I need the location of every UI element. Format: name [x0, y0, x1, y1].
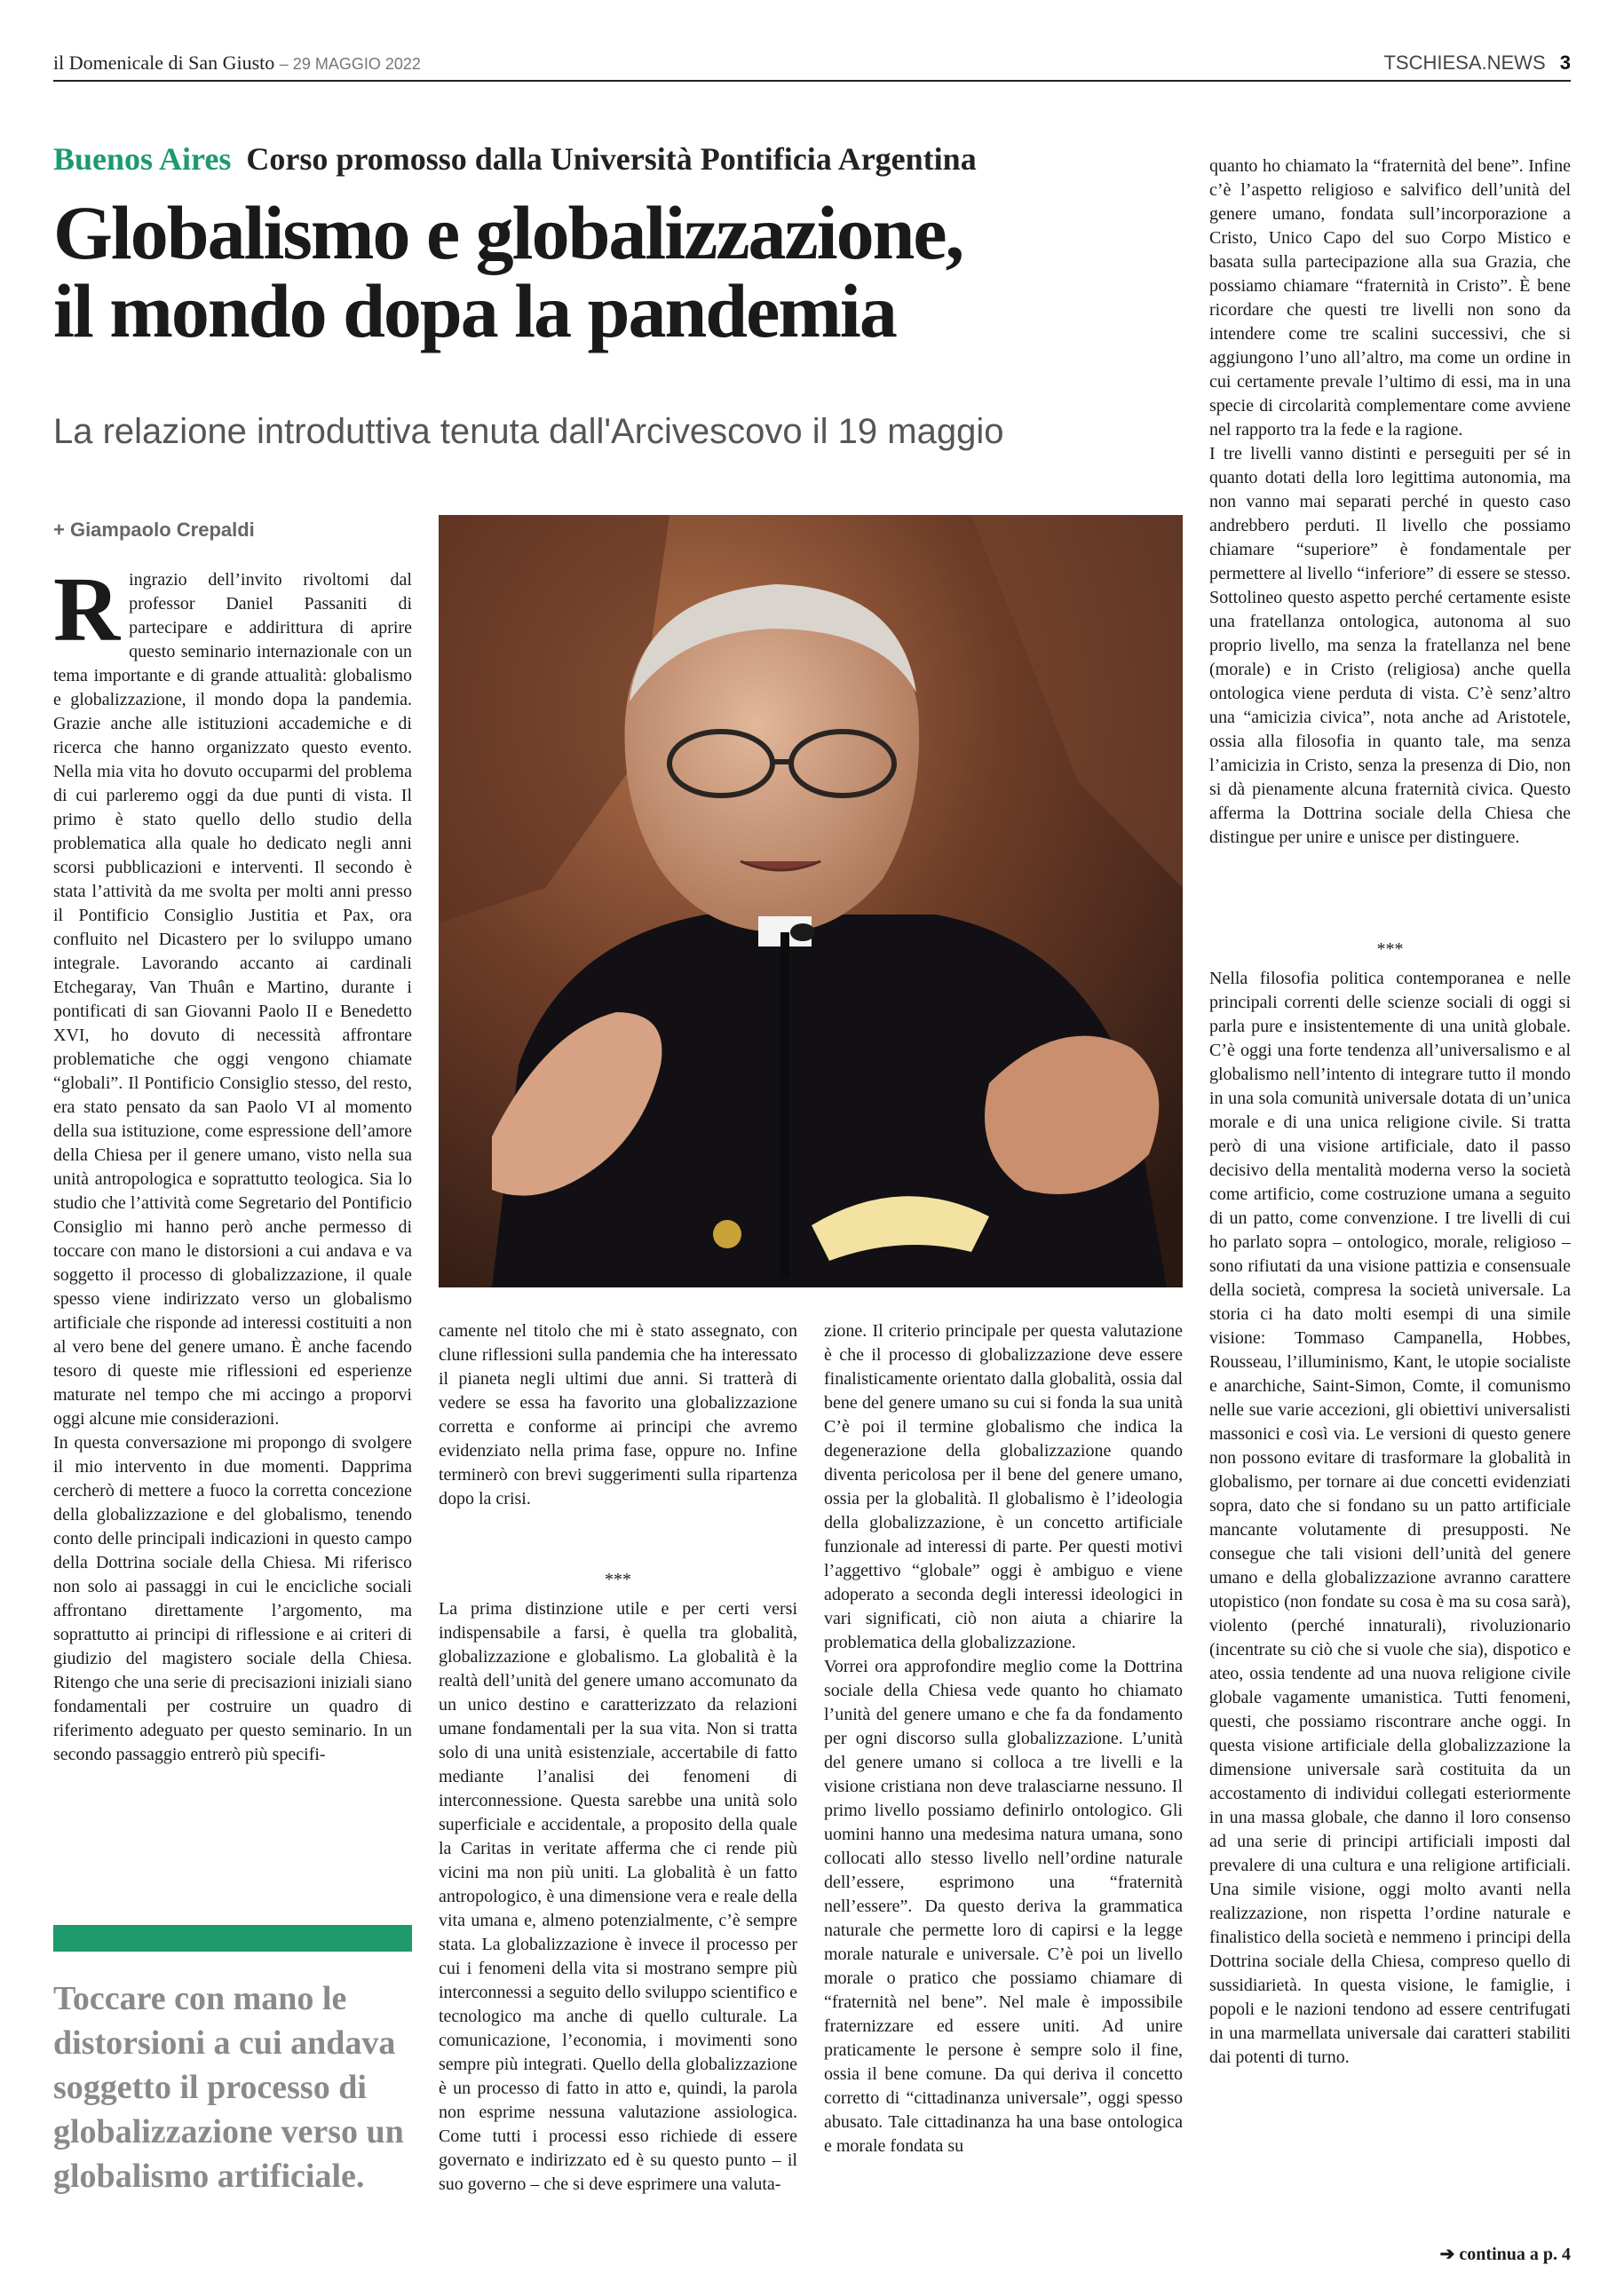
- column-4-bottom: [1209, 929, 1571, 2234]
- paragraph: camente nel titolo che mi è stato assegnato, con clune riflessioni sulla pandemia che ha interessato il pianeta negli ultimi due anni. Si tratterà di vedere se essa ha favorito una globalizzazione corretta e conforme ai principi che avremo evidenziato nella prima fase, oppure no. Infine terminerò con brevi suggerimenti sulla ripartenza dopo la crisi.: [439, 1321, 797, 1509]
- headline-line-1: Globalismo e globalizzazione,: [53, 190, 963, 275]
- kicker-text: Corso promosso dalla Università Pontificia Argentina: [246, 141, 977, 177]
- section-break: ***: [1376, 939, 1404, 959]
- paragraph: La prima distinzione utile e per certi versi indispensabile a farsi, è quella tra globalità, globalizzazione e globalismo. La globalità è la realtà dell’unità del genere umano accomunato da un unico destino e caratterizzato da relazioni umane fondamentali per la sua vita. Non si tratta solo di una unità esistenziale, accertabile di fatto mediante l’analisi dei fenomeni di interconnessione. Questa sarebbe una unità solo superficiale e accidentale, a proposito della quale la Caritas in veritate afferma che ci rende più vicini ma non più uniti. La globalità è un fatto antropologico, è una dimensione vera e reale della vita umana e, almeno potenzialmente, c’è sempre stata. La globalizzazione è invece il processo per cui i fenomeni della vita si mostrano sempre più interconnessi a seguito dello sviluppo scientifico e tecnologico ma anche di quello culturale. La comunicazione, l’economia, i movimenti sono sempre più integrati. Quello della globalizzazione è un processo di fatto in atto e, quindi, la parola non esprime nessuna valutazione assiologica. Come tutti i processi esso richiede di essere governato e indirizzato ed è su questo punto – il suo governo – che si deve esprimere una valuta-: [439, 1599, 797, 2194]
- masthead-right: [1383, 51, 1571, 75]
- paragraph-text: ingrazio dell’invito rivoltomi dal professor Daniel Passaniti di partecipare e addirittura di aprire questo seminario internazionale con un tema importante e di grande attualità: globalismo e globalizzazione, il mondo dopa la pandemia. Grazie anche alle istituzioni accademiche e di ricerca che hanno organizzato questo evento. Nella mia vita ho dovuto occuparmi del problema di cui parleremo oggi da due punti di vista. Il primo è stato quello dello studio della problematica alla quale ho dedicato negli anni scorsi pubblicazioni e interventi. Il secondo è stata l’attività da me svolta per molti anni presso il Pontificio Consiglio Justitia et Pax, ora confluito nel Dicastero per lo sviluppo umano integrale. Lavorando accanto ai cardinali Etchegaray, Van Thuân e Martino, durante i pontificati di san Giovanni Paolo II e Benedetto XVI, ho dovuto di necessità affrontare problematiche che oggi vengono chiamate “globali”. Il Pontificio Consiglio stesso, del resto, era stato pensato da san Paolo VI al momento della sua istituzione, come espressione dell’amore della Chiesa per il genere umano, visto nella sua unità antropologica e soprattutto teologica. Sia lo studio che l’attività come Segretario del Pontificio Consiglio mi hanno però anche permesso di toccare con mano le distorsioni a cui andava e va soggetto il processo di globalizzazione, il quale spesso viene indirizzato verso un globalismo artificiale che risponde ad interessi costituiti a non al vero bene del genere umano. È anche facendo tesoro di queste mie riflessioni ed esperienze maturate nel tempo che mi accingo a proporvi oggi alcune mie considerazioni.: [53, 570, 412, 1429]
- subheadline: La relazione introduttiva tenuta dall'Arcivescovo il 19 maggio: [53, 412, 1004, 451]
- byline: + Giampaolo Crepaldi: [53, 519, 255, 541]
- masthead: [53, 46, 1571, 82]
- column-2-top: [439, 1319, 797, 1532]
- pull-quote: Toccare con mano le distorsioni a cui andava soggetto il processo di globalizzazione verso un globalismo artificiale.: [53, 1980, 404, 2195]
- drop-cap: R: [53, 568, 121, 661]
- paragraph: Vorrei ora approfondire meglio come la Dottrina sociale della Chiesa vede quanto ho chiamato l’unità del genere umano e che fa da fondamento per ogni discorso sulla globalizzazione. L’unità del genere umano si colloca a tre livelli e la visione cristiana non deve tralasciarne nessuno. Il primo livello possiamo definirlo ontologico. Gli uomini hanno una medesima natura umana, sono collocati allo stesso livello nell’ordine naturale dell’essere, esprimono una “fraternità nell’essere”. Da questo deriva la grammatica naturale che permette loro di capirsi e la legge morale naturale e universale. C’è poi un livello morale o pratico che possiamo chiamare di “fraternità nel bene”. Nel male è impossibile fraternizzare ed essere uniti. Ad unire praticamente le persone è sempre solo il fine, ossia il bene comune. Da qui deriva il concetto corretto di “cittadinanza universale”, oggi spesso abusato. Tale cittadinanza ha una base ontologica e morale fondata su: [824, 1657, 1183, 2156]
- masthead-left: [53, 51, 421, 75]
- column-1: [53, 568, 412, 1900]
- paragraph: In questa conversazione mi propongo di svolgere il mio intervento in due momenti. Dapprima cercherò di mettere a fuoco la corretta concezione della globalizzazione e del globalismo, tenendo conto delle principali indicazioni in questo campo della Dottrina sociale della Chiesa. Mi riferisco non solo ai passaggi in cui le encicliche sociali affrontano direttamente l’argomento, ma soprattutto ai principi di riflessione e ai criteri di giudizio del magistero sociale della Chiesa. Ritengo che una serie di precisazioni iniziali siano fondamentali per costruire un quadro di riferimento adeguato per questo seminario. In un secondo passaggio entrerò più specifi-: [53, 1433, 412, 1764]
- paper-name: il Domenicale di San Giusto: [53, 51, 275, 74]
- pull-quote-accent-bar: [53, 1925, 412, 1952]
- headline: [53, 190, 1190, 353]
- paragraph: [53, 568, 412, 1431]
- page-number: 3: [1559, 51, 1571, 74]
- kicker: [53, 140, 1181, 178]
- kicker-location: Buenos Aires: [53, 141, 232, 177]
- site-name: TSCHIESA.NEWS: [1383, 51, 1546, 74]
- issue-date: – 29 MAGGIO 2022: [279, 55, 421, 73]
- photo-image: [439, 515, 1183, 1287]
- column-3: [824, 1319, 1183, 2234]
- paragraph: quanto ho chiamato la “fraternità del bene”. Infine c’è l’aspetto religioso e salvifico dell’unità del genere umano, fondata sull’incorporazione a Cristo, Unico Capo del suo Corpo Mistico e basata sulla partecipazione alla sua Grazia, che possiamo chiamare “fraternità in Cristo”. È bene ricordare che questi tre livelli non sono da intendere come tre scalini successivi, che si aggiungono l’uno all’altro, ma come un ordine in cui certamente prevale l’ultimo di essi, ma in una specie di circolarità complementare come avviene nel rapporto tra la fede e la ragione.: [1209, 156, 1571, 440]
- headline-line-2: il mondo dopa la pandemia: [53, 268, 896, 353]
- paragraph: zione. Il criterio principale per questa valutazione è che il processo di globalizzazione deve essere finalisticamente orientato dalla globalità, ossia dal bene del genere umano su cui si fonda la sua unità C’è poi il termine globalismo che indica la degenerazione della globalizzazione quando diventa pericolosa per il bene del genere umano, ossia per la globalità. Il globalismo è l’ideologia della globalizzazione, è un concetto artificiale funzionale ad interessi di parte. Per questi motivi l’aggettivo “globale” oggi è ambiguo e viene adoperato a seconda degli interessi ideologici in vari significati, ciò non aiuta a chiarire la problematica della globalizzazione.: [824, 1321, 1183, 1652]
- speaker-photo: [439, 515, 1183, 1287]
- column-4-top: [1209, 154, 1571, 936]
- continued-on-page-link[interactable]: ➔ continua a p. 4: [1439, 2245, 1571, 2264]
- paragraph: Nella filosofia politica contemporanea e nelle principali correnti delle scienze sociali di oggi si parla pure e insistentemente di una unità globale. C’è oggi una forte tendenza all’universalismo e al globalismo nell’intento di integrare tutto il mondo in una sola comunità universale dotata di un’unica morale e di una unica religione civile. Si tratta però di una visione artificiale, dato il passo decisivo della mentalità moderna verso la società come artificio, come costruzione umana a seguito di un patto, come convenzione. I tre livelli di cui ho parlato sopra – ontologico, morale, religioso – sono rifiutati da una visione pattizia e consensuale della società, compresa la società universale. La storia ci ha dato molti esempi di una simile visione: Tommaso Campanella, Hobbes, Rousseau, l’illuminismo, Kant, le utopie socialiste e anarchiche, Saint-Simon, Comte, il comunismo nelle sue varie accezioni, gli obiettivi universalisti massonici e così via. Le versioni di questo genere non possono evitare di trasformare la globalità in globalismo, per tornare ai due concetti evidenziati sopra, dato che si fondano su un patto artificiale mancante volutamente di presupposti. Ne consegue che tali visioni dell’unità del genere umano e della globalizzazione avranno carattere utopistico (non fondate su cosa è ma su cosa sarà), violento (perché innaturali), rivoluzionario (incentrate su ciò che si vuole che sia), dispotico e ateo, ossia tendente ad una nuova religione civile globale vagamente umanistica. Tutti fenomeni, questi, che possiamo riscontrare anche oggi. In questa visione artificiale della globalizzazione la dimensione universale sarà costituita da un accostamento di individui collegati esteriormente in una massa globale, che danno il loro consenso ad una serie di principi artificiali imposti dal prevalere di una cultura e una religione artificiali. Una simile visione, oggi molto avanti nella realizzazione, non rispetta l’ordine naturale e finalistico della società e nemmeno i principi della Dottrina sociale della Chiesa, compreso quello di sussidiarietà. In questa visione, le famiglie, i popoli e le nazioni tendono ad essere centrifugati in una marmellata universale dai caratteri stabiliti dai potenti di turno.: [1209, 969, 1571, 2067]
- column-2-bottom: [439, 1559, 797, 2234]
- paragraph: I tre livelli vanno distinti e perseguiti per sé in quanto dotati della loro legittima autonomia, ma non vanno mai separati perché in questo caso andrebbero perduti. Il livello che possiamo chiamare “superiore” è fondamentale per permettere al livello “inferiore” di essere se stesso. Sottolineo questo aspetto perché certamente esiste una fratellanza ontologica, autonoma al suo proprio livello, ma senza la fratellanza nel bene (morale) e in Cristo (religiosa) anche quella ontologica viene perduta di vista. C’è senz’altro una “amicizia civica”, nota anche ad Aristotele, ossia alla filosofia in quanto tale, ma senza l’amicizia in Cristo, senza la presenza di Dio, non si dà pienamente alcuna fraternità civica. Questo afferma la Dottrina sociale della Chiesa che distingue per unire e unisce per distinguere.: [1209, 444, 1571, 847]
- section-break: ***: [605, 1570, 631, 1589]
